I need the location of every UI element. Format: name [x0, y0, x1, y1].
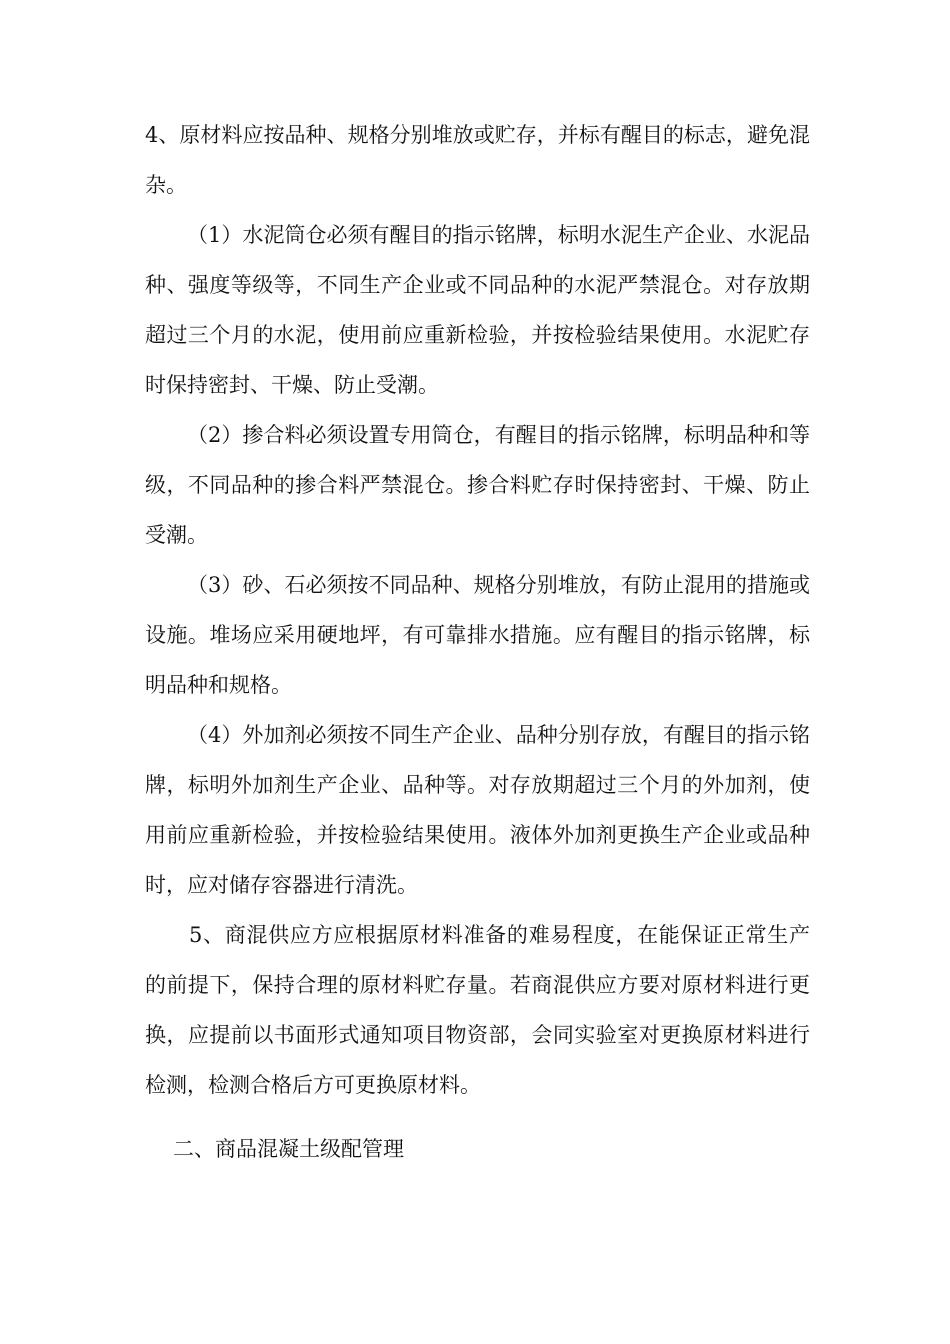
section-heading: 二、商品混凝土级配管理: [173, 1137, 404, 1161]
paragraph-raw-material-storage: 4、原材料应按品种、规格分别堆放或贮存，并标有醒目的标志，避免混杂。: [145, 123, 810, 197]
paragraph-supplier-reserve: 5、商混供应方应根据原材料准备的难易程度，在能保证正常生产的前提下，保持合理的原材料贮存量。若商混供应方要对原材料进行更换，应提前以书面形式通知项目物资部，会同实验室对更换原材料进行检测，检测合格后方可更换原材料。: [145, 923, 810, 1097]
paragraph-additive-storage: （4）外加剂必须按不同生产企业、品种分别存放，有醒目的指示铭牌，标明外加剂生产企业、品种等。对存放期超过三个月的外加剂，使用前应重新检验，并按检验结果使用。液体外加剂更换生产企业或品种时，应对储存容器进行清洗。: [145, 723, 810, 897]
paragraph-sand-stone: （3）砂、石必须按不同品种、规格分别堆放，有防止混用的措施或设施。堆场应采用硬地坪，有可靠排水措施。应有醒目的指示铭牌，标明品种和规格。: [145, 573, 810, 697]
paragraph-admixture-silo: （2）掺合料必须设置专用筒仓，有醒目的指示铭牌，标明品种和等级，不同品种的掺合料严禁混仓。掺合料贮存时保持密封、干燥、防止受潮。: [145, 423, 810, 547]
document-body: [145, 110, 810, 1174]
paragraph-cement-silo: （1）水泥筒仓必须有醒目的指示铭牌，标明水泥生产企业、水泥品种、强度等级等，不同生产企业或不同品种的水泥严禁混仓。对存放期超过三个月的水泥，使用前应重新检验，并按检验结果使用。水泥贮存时保持密封、干燥、防止受潮。: [145, 223, 810, 397]
